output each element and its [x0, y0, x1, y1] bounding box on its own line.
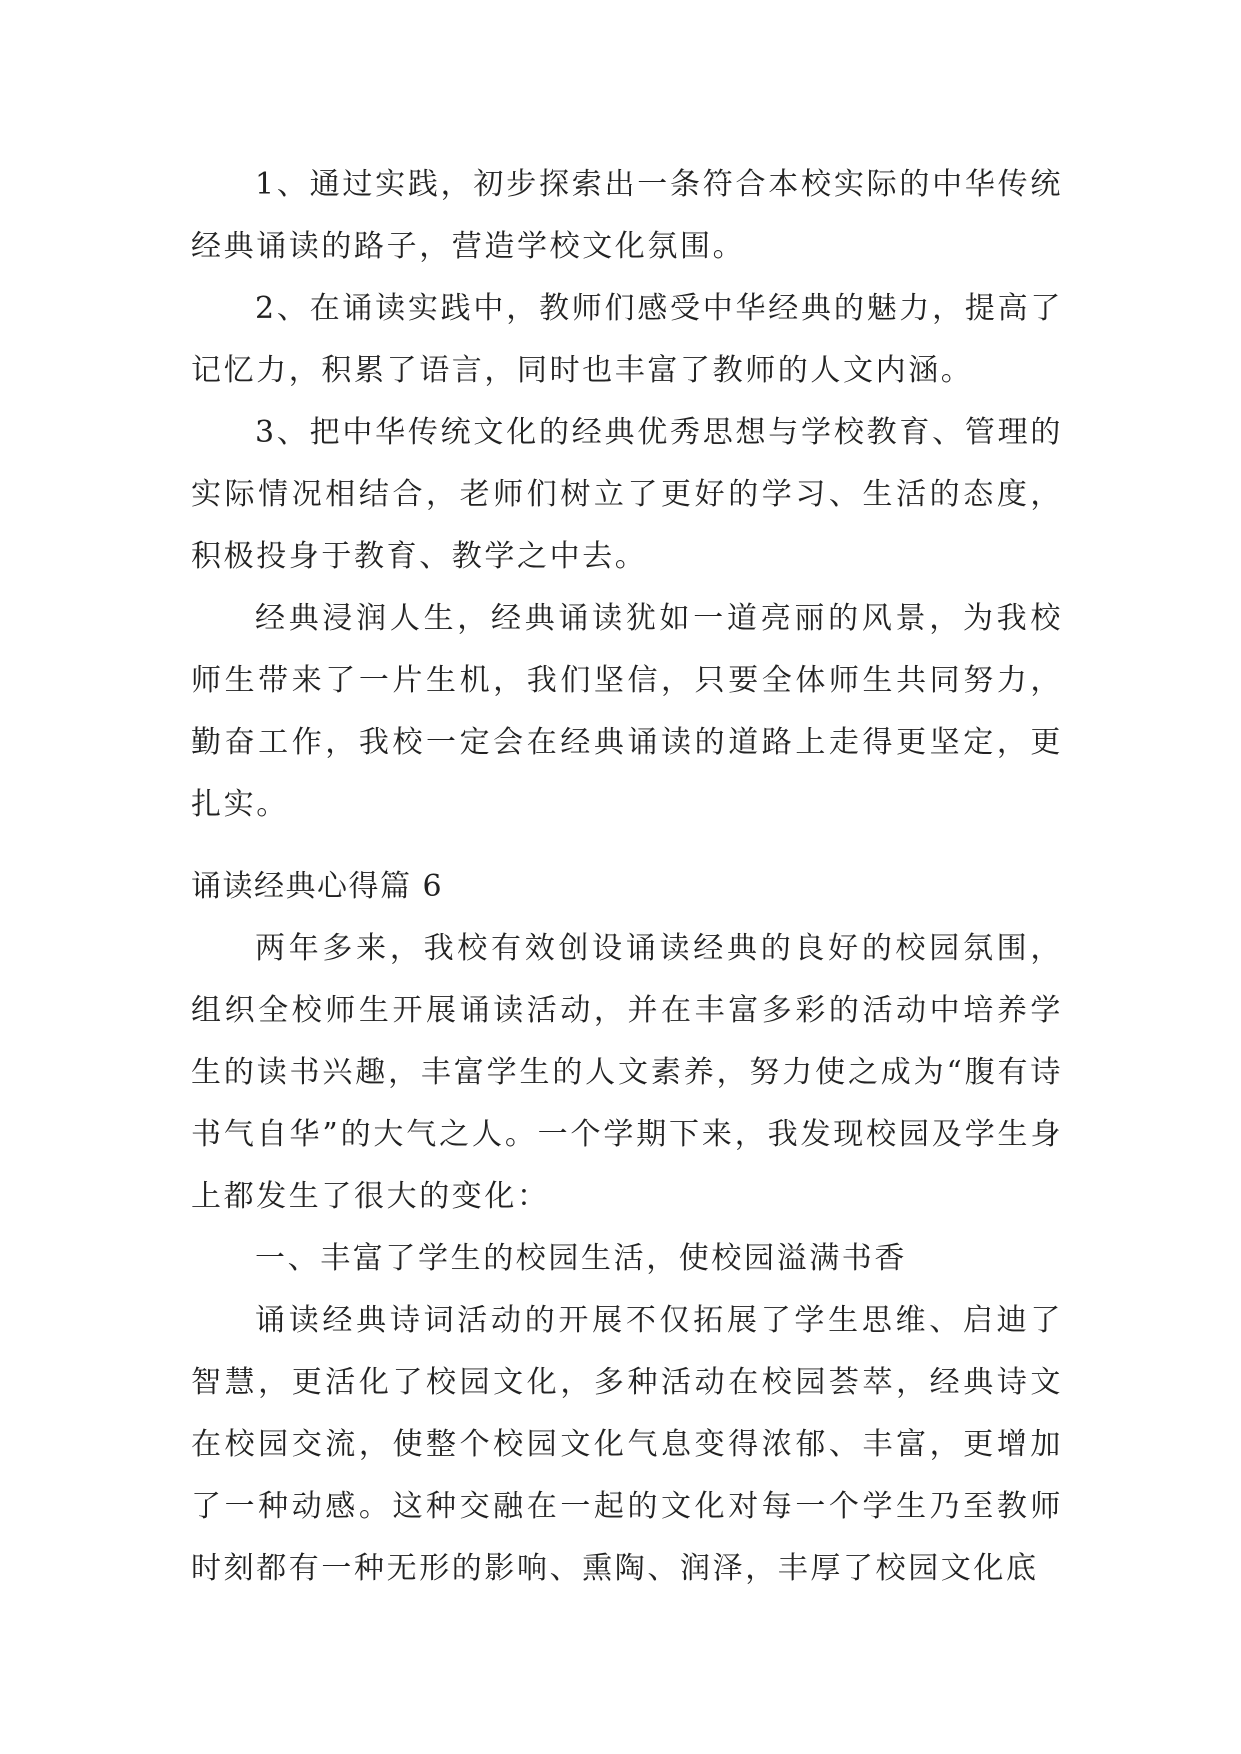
paragraph-body-1: 诵读经典诗词活动的开展不仅拓展了学生思维、启迪了智慧，更活化了校园文化，多种活动在校园荟萃，经典诗文在校园交流，使整个校园文化气息变得浓郁、丰富，更增加了一种动感。这种交融在一起的文化对每一个学生乃至教师时刻都有一种无形的影响、熏陶、润泽，丰厚了校园文化底 [191, 1303, 1063, 1586]
top-text-block [191, 154, 1063, 836]
paragraph-result-3: 3、把中华传统文化的经典优秀思想与学校教育、管理的实际情况相结合，老师们树立了更好的学习、生活的态度，积极投身于教育、教学之中去。 [191, 415, 1063, 574]
paragraph-heading-1: 一、丰富了学生的校园生活，使校园溢满书香 [255, 1241, 907, 1276]
paragraph-result-1: 1、通过实践，初步探索出一条符合本校实际的中华传统经典诵读的路子，营造学校文化氛围。 [191, 167, 1063, 264]
paragraph-intro: 两年多来，我校有效创设诵读经典的良好的校园氛围，组织全校师生开展诵读活动，并在丰富多彩的活动中培养学生的读书兴趣，丰富学生的人文素养，努力使之成为“腹有诗书气自华”的大气之人。一个学期下来，我发现校园及学生身上都发生了很大的变化： [191, 931, 1063, 1214]
paragraph-result-2: 2、在诵读实践中，教师们感受中华经典的魅力，提高了记忆力，积累了语言，同时也丰富了教师的人文内涵。 [191, 291, 1063, 388]
section-title: 诵读经典心得篇 6 [191, 869, 444, 904]
paragraph-conclusion: 经典浸润人生，经典诵读犹如一道亮丽的风景，为我校师生带来了一片生机，我们坚信，只要全体师生共同努力，勤奋工作，我校一定会在经典诵读的道路上走得更坚定，更扎实。 [191, 601, 1063, 822]
bottom-text-block [191, 918, 1063, 1600]
